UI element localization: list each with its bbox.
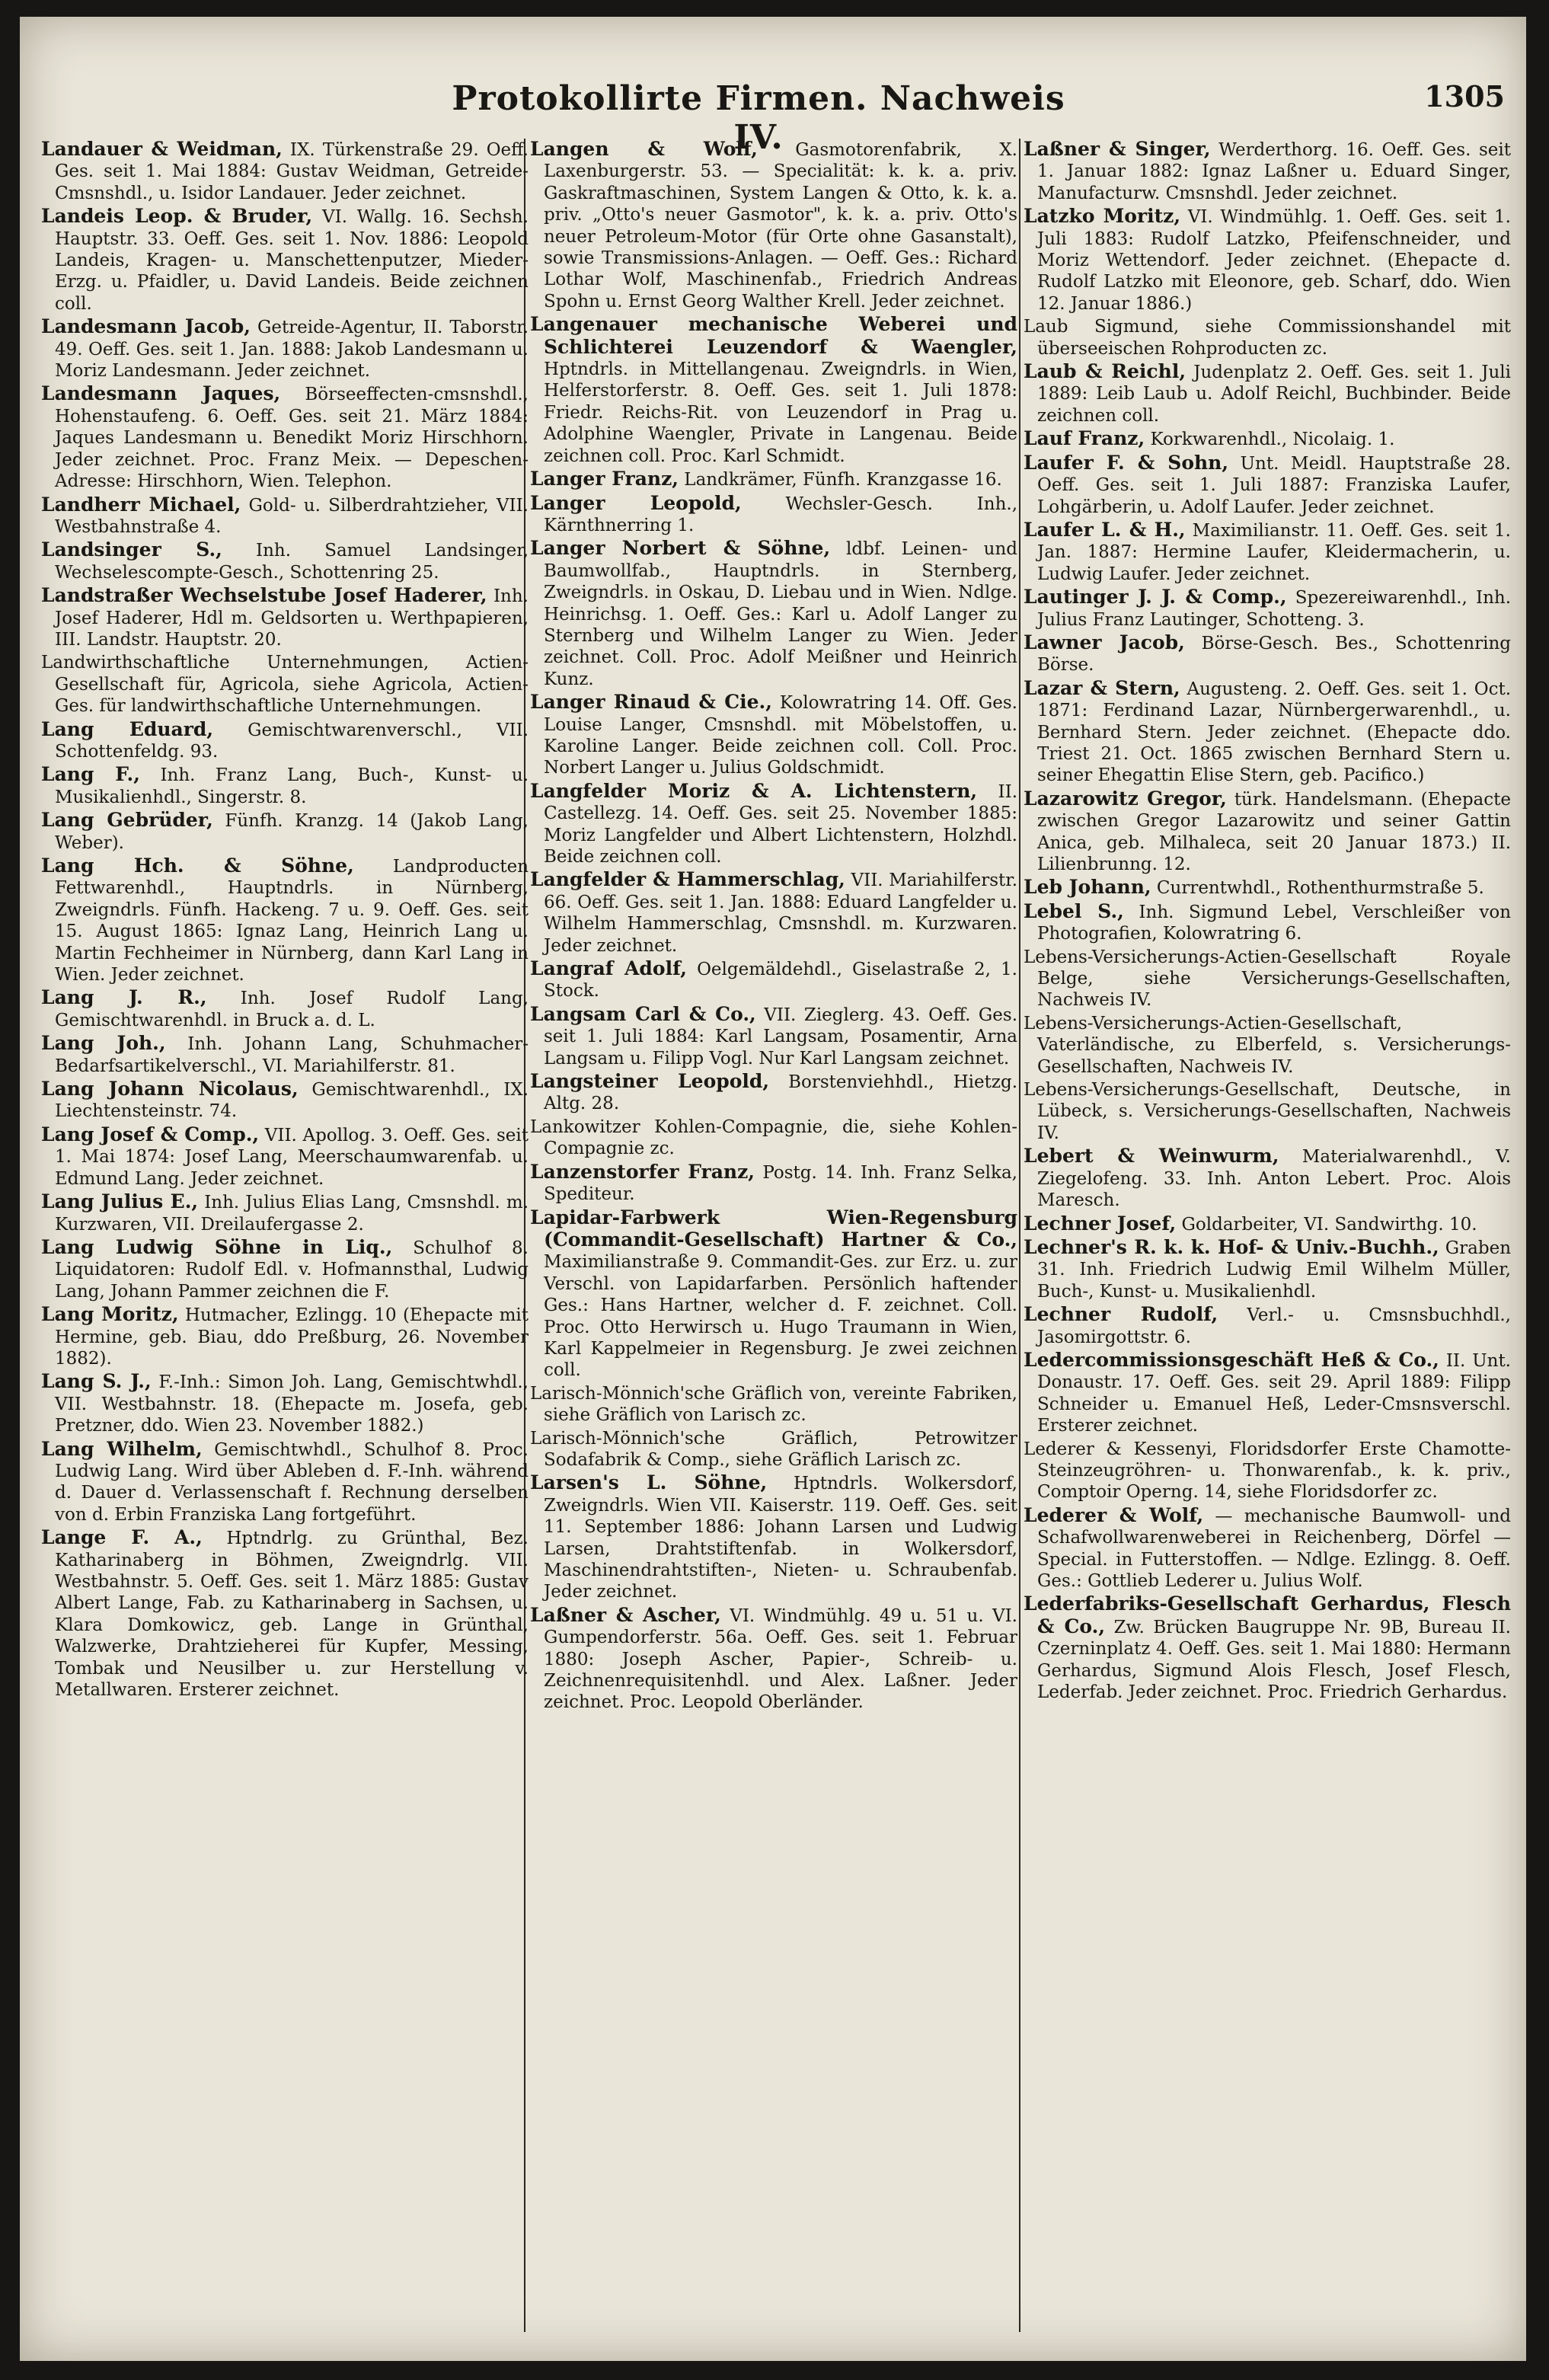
firm-name: Lederer & Wolf, (1024, 1503, 1204, 1526)
firm-name: Lazar & Stern, (1024, 676, 1180, 699)
firm-details: Hptndrls. in Mittellangenau. Zweigndrls. in Wien, Helferstorferstr. 8. Oeff. Ges. seit 1. Juli 1878: Friedr. Reichs-Rit. von Leuzendorf in Prag u. Adolphine Waengler, Private in Langenau. Beide zeichnen coll. Proc. Karl Schmidt. (544, 359, 1017, 466)
directory-entry (530, 1472, 1017, 1602)
firm-name: Langer Rinaud & Cie., (530, 691, 772, 714)
firm-name: Landsinger S., (41, 538, 222, 561)
directory-entry (1024, 1079, 1511, 1144)
firm-name: Lang Josef & Comp., (41, 1123, 260, 1145)
directory-entry (530, 314, 1017, 467)
firm-name: Lebert & Weinwurm, (1024, 1145, 1279, 1168)
directory-entry (41, 1078, 529, 1123)
firm-name: Ledercommissionsgeschäft Heß & Co., (1024, 1348, 1439, 1371)
directory-entry (1024, 519, 1511, 585)
directory-entry (1024, 1350, 1511, 1437)
firm-details: ldbf. Leinen- und Baumwollfab., Hauptndrls. in Sternberg, Zweigndrls. in Oskau, D. Liebau und in Wien. Ndlge. Heinrichsg. 1. Oeff. Ges.: Karl u. Adolf Langer zu Sternberg und Wilhelm Langer zu Wien. Jeder zeichnet. Coll. Proc. Adolf Meißner und Heinrich Kunz. (544, 539, 1017, 689)
firm-details: Börse-Gesch. Bes., Schottenring Börse. (1037, 633, 1511, 676)
directory-entry (1024, 877, 1511, 899)
firm-name: Lautinger J. J. & Comp., (1024, 586, 1287, 609)
directory-entry (41, 1124, 529, 1190)
firm-name: Lang S. J., (41, 1370, 152, 1393)
firm-name: Lechner Rudolf, (1024, 1303, 1218, 1326)
firm-details: Gold- u. Silberdrahtzieher, VII. Westbahnstraße 4. (55, 495, 529, 537)
firm-name: Lang Johann Nicolaus, (41, 1078, 299, 1101)
firm-name: Lebel S., (1024, 899, 1124, 922)
directory-entry (41, 1033, 529, 1077)
directory-entry (41, 316, 529, 382)
firm-details: türk. Handelsmann. (Ehepacte zwischen Gregor Lazarowitz und seiner Gattin Anica, geb. Milhaleca, seit 20 Januar 1873.) II. Lilienbrunng. 12. (1037, 789, 1511, 874)
firm-details: Gemischtwarenverschl., VII. Schottenfeldg. 93. (55, 720, 529, 762)
firm-details: VI. Wallg. 16. Sechsh. Hauptstr. 33. Oeff. Ges. seit 1. Nov. 1886: Leopold Landeis, Kragen- u. Manschettenputzer, Mieder-Erzg. u. Pfaidler, u. David Landeis. Beide zeichnen coll. (55, 207, 529, 314)
directory-entry (41, 1191, 529, 1235)
firm-details: Graben 31. Inh. Friedrich Ludwig Emil Wilhelm Müller, Buch-, Kunst- u. Musikalienhdl. (1037, 1238, 1511, 1302)
firm-name: Langen & Wolf, (530, 139, 758, 160)
firm-details: Augusteng. 2. Oeff. Ges. seit 1. Oct. 1871: Ferdinand Lazar, Nürnbergerwarenhdl., u. Bernhard Stern. Jeder zeichnet. (Ehepacte ddo. Triest 21. Oct. 1865 zwischen Bernhard Stern u. seiner Ehegattin Elise Stern, geb. Pacifico.) (1037, 679, 1511, 786)
firm-details: Werderthorg. 16. Oeff. Ges. seit 1. Januar 1882: Ignaz Laßner u. Eduard Singer, Manufacturw. Cmsnshdl. Jeder zeichnet. (1037, 140, 1511, 203)
firm-details: Hptndrls. Wolkersdorf, Zweigndrls. Wien VII. Kaiserstr. 119. Oeff. Ges. seit 11. September 1886: Johann Larsen und Ludwig Larsen, Drahtstiftenfab. in Wolkersdorf, Maschinendrahtstiften-, Nieten- u. Schraubenfab. Jeder zeichnet. (544, 1474, 1017, 1602)
firm-details: Getreide-Agentur, II. Taborstr. 49. Oeff. Ges. seit 1. Jan. 1888: Jakob Landesmann u. Moriz Landesmann. Jeder zeichnet. (55, 318, 529, 382)
firm-details: Borstenviehhdl., Hietzg. Altg. 28. (544, 1072, 1017, 1114)
directory-entry (530, 781, 1017, 868)
firm-details: Lebens-Versicherungs-Actien-Gesellschaft, Vaterländische, zu Elberfeld, s. Versicherungs-Gesellschaften, Nachweis IV. (1024, 1013, 1511, 1077)
directory-entry (1024, 678, 1511, 787)
firm-name: Larsen's L. Söhne, (530, 1471, 768, 1494)
firm-name: Latzko Moritz, (1024, 205, 1181, 228)
directory-entry (41, 855, 529, 986)
firm-details: Currentwhdl., Rothenthurmstraße 5. (1156, 878, 1484, 899)
directory-entry (41, 206, 529, 315)
firm-details: Goldarbeiter, VI. Sandwirthg. 10. (1181, 1214, 1477, 1235)
firm-details: Spezereiwarenhdl., Inh. Julius Franz Lautinger, Schotteng. 3. (1037, 588, 1511, 630)
column-divider (1019, 139, 1020, 2332)
firm-details: Larisch-Mönnich'sche Gräflich von, vereinte Fabriken, siehe Gräflich von Larisch zc. (530, 1383, 1017, 1426)
directory-entry (41, 1237, 529, 1302)
firm-details: Inh. Josef Haderer, Hdl m. Geldsorten u. Werthpapieren, III. Landstr. Hauptstr. 20. (55, 586, 529, 650)
directory-entry (1024, 1505, 1511, 1593)
firm-details: Oelgemäldehdl., Giselastraße 2, 1. Stock. (544, 960, 1017, 1002)
directory-entry (41, 652, 529, 717)
firm-name: Landeis Leop. & Bruder, (41, 205, 313, 228)
directory-entry (1024, 361, 1511, 426)
directory-entry (1024, 316, 1511, 359)
firm-details: Inh. Sigmund Lebel, Verschleißer von Photografien, Kolowratring 6. (1037, 902, 1511, 944)
firm-name: Lang Joh., (41, 1032, 166, 1055)
running-head-title: Protokollirte Firmen. Nachweis IV. (452, 79, 1065, 157)
firm-details: Inh. Josef Rudolf Lang, Gemischtwarenhdl. in Bruck a. d. L. (55, 989, 529, 1030)
firm-details: Gemischtwhdl., Schulhof 8. Proc. Ludwig Lang. Wird über Ableben d. F.-Inh. während d. Dauer d. Verlassenschaft f. Rechnung derselben von d. Erbin Franziska Lang fortgeführt. (55, 1439, 529, 1525)
firm-name: Laßner & Singer, (1024, 139, 1211, 160)
directory-entry (530, 468, 1017, 490)
firm-name: Lederfabriks-Gesellschaft Gerhardus, Flesch & Co., (1024, 1593, 1511, 1637)
firm-name: Langer Franz, (530, 468, 679, 490)
directory-entry (530, 1161, 1017, 1206)
directory-entry (530, 1428, 1017, 1471)
firm-name: Langer Leopold, (530, 491, 742, 514)
firm-details: IX. Türkenstraße 29. Oeff. Ges. seit 1. Mai 1884: Gustav Weidman, Getreide-Cmsnshdl., u. Isidor Landauer. Jeder zeichnet. (55, 140, 529, 203)
directory-entry (41, 539, 529, 583)
firm-details: Börseeffecten-cmsnshdl., Hohenstaufeng. 6. Oeff. Ges. seit 21. März 1884: Jaques Landesmann u. Benedikt Moriz Hirschhorn. Jeder zeichnet. Proc. Franz Meix. — Depeschen-Adresse: Hirschhorn, Wien. Telephon. (55, 385, 529, 492)
firm-name: Langenauer mechanische Weberei und Schlichterei Leuzendorf & Waengler, (530, 313, 1017, 358)
firm-details: II. Unt. Donaustr. 17. Oeff. Ges. seit 29. April 1889: Filipp Schneider u. Emanuel Heß, Leder-Cmsnsverschl. Ersterer zeichnet. (1037, 1350, 1511, 1436)
firm-details: Materialwarenhdl., V. Ziegelofeng. 33. Inh. Anton Lebert. Proc. Alois Maresch. (1037, 1147, 1511, 1211)
column-middle (530, 139, 1017, 2340)
directory-entry (1024, 1145, 1511, 1211)
directory-entry (1024, 139, 1511, 204)
directory-entry (530, 1117, 1017, 1160)
firm-name: Lang Julius E., (41, 1190, 199, 1213)
firm-name: Lang Hch. & Söhne, (41, 855, 354, 877)
column-right (1024, 139, 1511, 2340)
directory-entry (41, 1304, 529, 1369)
firm-details: Landproducten Fettwarenhdl., Hauptndrls. in Nürnberg, Zweigndrls. Fünfh. Hackeng. 7 u. 9. Oeff. Ges. seit 15. August 1865: Ignaz Lang, Heinrich Lang u. Martin Fechheimer in Nürnberg, dann Karl Lang in Wien. Jeder zeichnet. (55, 857, 529, 986)
firm-name: Lang F., (41, 763, 140, 786)
directory-entry (41, 139, 529, 204)
firm-details: VII. Apollog. 3. Oeff. Ges. seit 1. Mai 1874: Josef Lang, Meerschaumwarenfab. u. Edmund Lang. Jeder zeichnet. (55, 1125, 529, 1189)
firm-details: — mechanische Baumwoll- und Schafwollwarenweberei in Reichenberg, Dörfel — Special. in Futterstoffen. — Ndlge. Ezlingg. 8. Oeff. Ges.: Gottlieb Lederer u. Julius Wolf. (1037, 1506, 1511, 1591)
firm-name: Lang J. R., (41, 986, 207, 1009)
firm-name: Langfelder Moriz & A. Lichtenstern, (530, 779, 978, 802)
firm-details: Unt. Meidl. Hauptstraße 28. Oeff. Ges. seit 1. Juli 1887: Franziska Laufer, Lohgärberin, u. Adolf Laufer. Jeder zeichnet. (1037, 453, 1511, 517)
directory-entry (41, 987, 529, 1031)
directory-entry (530, 958, 1017, 1002)
firm-details: F.-Inh.: Simon Joh. Lang, Gemischtwhdl., VII. Westbahnstr. 18. (Ehepacte m. Josefa, geb. Pretzner, ddo. Wien 23. November 1882.) (55, 1372, 529, 1436)
firm-details: Hptndrlg. zu Grünthal, Bez. Katharinaberg in Böhmen, Zweigndrlg. VII. Westbahnstr. 5. Oeff. Ges. seit 1. März 1885: Gustav Albert Lange, Fab. zu Katharinaberg in Sachsen, u. Klara Domkowicz, geb. Lange in Grünthal, Walzwerke, Drahtzieherei für Kupfer, Messing, Tombak und Neusilber u. zur Herstellung v. Metallwaren. Ersterer zeichnet. (55, 1529, 529, 1701)
directory-entry (530, 869, 1017, 957)
directory-entry (1024, 428, 1511, 450)
firm-name: Lang Moritz, (41, 1303, 179, 1326)
firm-name: Lechner's R. k. k. Hof- & Univ.-Buchh., (1024, 1235, 1439, 1258)
directory-entry (41, 719, 529, 763)
directory-entry (41, 383, 529, 492)
firm-name: Landstraßer Wechselstube Josef Haderer, (41, 584, 487, 607)
firm-name: Landherr Michael, (41, 493, 241, 516)
directory-entry (41, 1527, 529, 1701)
firm-details: Lederer & Kessenyi, Floridsdorfer Erste Chamotte-Steinzeugröhren- u. Thonwarenfab., k. k. priv., Comptoir Operng. 14, siehe Floridsdorfer zc. (1024, 1439, 1511, 1503)
firm-name: Langsam Carl & Co., (530, 1002, 756, 1025)
firm-details: Maximilianstr. 11. Oeff. Ges. seit 1. Jan. 1887: Hermine Laufer, Kleidermacherin, u. Ludwig Laufer. Jeder zeichnet. (1037, 520, 1511, 584)
firm-details: Laub Sigmund, siehe Commissionshandel mit überseeischen Rohproducten zc. (1024, 317, 1511, 359)
firm-details: Fünfh. Kranzg. 14 (Jakob Lang, Weber). (55, 811, 529, 853)
firm-name: Lang Wilhelm, (41, 1437, 203, 1460)
directory-entry (41, 1371, 529, 1436)
firm-details: Landkrämer, Fünfh. Kranzgasse 16. (684, 470, 1002, 490)
firm-name: Lanzenstorfer Franz, (530, 1160, 755, 1183)
firm-details: Gasmotorenfabrik, X. Laxenburgerstr. 53. — Specialität: k. k. a. priv. Gaskraftmaschinen, System Langen & Otto, k. k. a. priv. „Otto's neuer Gasmotor", k. k. a. priv. Otto's neuer Petroleum-Motor (für Orte ohne Gasanstalt), sowie Transmissions-Anlagen. — Oeff. Ges.: Richard Lothar Wolf, Maschinenfab., Friedrich Andreas Spohn u. Ernst Georg Walther Krell. Jeder zeichnet. (544, 140, 1017, 311)
firm-name: Lang Ludwig Söhne in Liq., (41, 1235, 393, 1258)
directory-entry (1024, 586, 1511, 631)
firm-name: Lauf Franz, (1024, 427, 1145, 450)
firm-name: Langraf Adolf, (530, 957, 687, 980)
directory-entry (41, 585, 529, 650)
directory-page (20, 17, 1526, 2361)
firm-name: Langsteiner Leopold, (530, 1070, 770, 1093)
directory-entry (1024, 1213, 1511, 1235)
directory-entry (1024, 1013, 1511, 1078)
directory-entry (530, 139, 1017, 312)
firm-name: Langer Norbert & Söhne, (530, 537, 831, 560)
directory-entry (1024, 1304, 1511, 1348)
firm-details: VI. Windmühlg. 1. Oeff. Ges. seit 1. Juli 1883: Rudolf Latzko, Pfeifenschneider, und Moriz Wettendorf. Jeder zeichnet. (Ehepacte d. Rudolf Latzko mit Eleonore, geb. Scharf, ddo. Wien 12. Januar 1886.) (1037, 207, 1511, 314)
directory-entry (1024, 788, 1511, 876)
directory-entry (1024, 206, 1511, 315)
firm-name: Landauer & Weidman, (41, 139, 283, 160)
firm-details: Inh. Franz Lang, Buch-, Kunst- u. Musikalienhdl., Singerstr. 8. (55, 765, 529, 807)
directory-entry (1024, 452, 1511, 518)
directory-entry (1024, 1237, 1511, 1302)
directory-entry (530, 1605, 1017, 1714)
firm-details: Inh. Johann Lang, Schuhmacher-Bedarfsartikelverschl., VI. Mariahilferstr. 81. (55, 1034, 529, 1076)
directory-entry (530, 1383, 1017, 1426)
firm-details: Inh. Samuel Landsinger, Wechselescompte-Gesch., Schottenring 25. (55, 541, 529, 583)
firm-name: Lapidar-Farbwerk Wien-Regensburg (Commandit-Gesellschaft) Hartner & Co., (530, 1206, 1017, 1251)
directory-entry (41, 810, 529, 854)
firm-name: Landesmann Jacob, (41, 315, 251, 338)
directory-entry (1024, 632, 1511, 676)
firm-details: Lebens-Versicherungs-Actien-Gesellschaft Royale Belge, siehe Versicherungs-Gesellschaften, Nachweis IV. (1024, 947, 1511, 1011)
firm-name: Lang Gebrüder, (41, 809, 213, 832)
firm-details: Lebens-Versicherungs-Gesellschaft, Deutsche, in Lübeck, s. Versicherungs-Gesellschaften, Nachweis IV. (1024, 1080, 1511, 1143)
firm-name: Laßner & Ascher, (530, 1603, 721, 1626)
firm-name: Lechner Josef, (1024, 1212, 1177, 1235)
firm-name: Landesmann Jaques, (41, 382, 281, 405)
directory-entry (1024, 901, 1511, 945)
firm-name: Laub & Reichl, (1024, 360, 1187, 383)
directory-entry (41, 764, 529, 808)
directory-entry (530, 493, 1017, 537)
firm-name: Lang Eduard, (41, 717, 214, 740)
directory-entry (530, 692, 1017, 779)
firm-details: VII. Zieglerg. 43. Oeff. Ges. seit 1. Juli 1884: Karl Langsam, Posamentir, Arna Langsam u. Filipp Vogl. Nur Karl Langsam zeichnet. (544, 1005, 1017, 1069)
directory-entry (41, 494, 529, 538)
page-number: 1305 (1424, 79, 1505, 113)
firm-details: Larisch-Mönnich'sche Gräflich, Petrowitzer Sodafabrik & Comp., siehe Gräflich Larisch zc. (530, 1428, 1017, 1470)
firm-details: Landwirthschaftliche Unternehmungen, Actien-Gesellschaft für, Agricola, siehe Agricola, Actien-Ges. für landwirthschaftliche Unternehmungen. (41, 653, 529, 717)
directory-entry (530, 1207, 1017, 1382)
firm-details: Maximilianstraße 9. Commandit-Ges. zur Erz. u. zur Verschl. von Lapidarfarben. Persönlich haftender Ges.: Hans Hartner, welcher d. F. zeichnet. Coll. Proc. Otto Herwirsch u. Hugo Traumann in Wien, Karl Kappelmeier in Regensburg. Je zwei zeichnen coll. (544, 1252, 1017, 1381)
directory-entry (1024, 1439, 1511, 1503)
firm-name: Lawner Jacob, (1024, 631, 1185, 653)
firm-details: Gemischtwarenhdl., IX. Liechtensteinstr. 74. (55, 1080, 529, 1122)
firm-name: Laufer F. & Sohn, (1024, 451, 1229, 474)
firm-details: Schulhof 8. Liquidatoren: Rudolf Edl. v. Hofmannsthal, Ludwig Lang, Johann Pammer zeichnen die F. (55, 1238, 529, 1302)
directory-entry (1024, 947, 1511, 1011)
firm-details: VII. Mariahilferstr. 66. Oeff. Ges. seit 1. Jan. 1888: Eduard Langfelder u. Wilhelm Hammerschlag, Cmsnshdl. m. Kurzwaren. Jeder zeichnet. (544, 871, 1017, 956)
firm-details: VI. Windmühlg. 49 u. 51 u. VI. Gumpendorferstr. 56a. Oeff. Ges. seit 1. Februar 1880: Joseph Ascher, Papier-, Schreib- u. Zeichnenrequisitenhdl. und Alex. Laßner. Jeder zeichnet. Proc. Leopold Oberländer. (544, 1605, 1017, 1713)
firm-details: Hutmacher, Ezlingg. 10 (Ehepacte mit Hermine, geb. Biau, ddo Preßburg, 26. November 1882). (55, 1305, 529, 1369)
firm-details: Judenplatz 2. Oeff. Ges. seit 1. Juli 1889: Leib Laub u. Adolf Reichl, Buchbinder. Beide zeichnen coll. (1037, 363, 1511, 426)
firm-details: Zw. Brücken Baugruppe Nr. 9B, Bureau II. Czerninplatz 4. Oeff. Ges. seit 1. Mai 1880: Hermann Gerhardus, Sigmund Alois Flesch, Josef Flesch, Lederfab. Jeder zeichnet. Proc. Friedrich Gerhardus. (1037, 1617, 1511, 1703)
directory-entry (530, 1071, 1017, 1115)
directory-entry (1024, 1593, 1511, 1703)
firm-details: Postg. 14. Inh. Franz Selka, Spediteur. (544, 1162, 1017, 1205)
firm-name: Langfelder & Hammerschlag, (530, 868, 845, 891)
firm-details: Inh. Julius Elias Lang, Cmsnshdl. m. Kurzwaren, VII. Dreilaufergasse 2. (55, 1193, 529, 1235)
directory-entry (41, 1439, 529, 1526)
firm-details: II. Castellezg. 14. Oeff. Ges. seit 25. November 1885: Moriz Langfelder und Albert Lichtenstern, Holzhdl. Beide zeichnen coll. (544, 781, 1017, 867)
directory-entry (530, 1004, 1017, 1069)
column-left (41, 139, 529, 2340)
firm-details: Kolowratring 14. Off. Ges. Louise Langer, Cmsnshdl. mit Möbelstoffen, u. Karoline Langer. Beide zeichnen coll. Coll. Proc. Norbert Langer u. Julius Goldschmidt. (544, 693, 1017, 778)
firm-details: Verl.- u. Cmsnsbuchhdl., Jasomirgottstr. 6. (1037, 1305, 1511, 1347)
firm-name: Lazarowitz Gregor, (1024, 787, 1227, 810)
firm-name: Leb Johann, (1024, 876, 1151, 899)
firm-name: Lange F. A., (41, 1526, 203, 1549)
firm-name: Laufer L. & H., (1024, 518, 1186, 541)
firm-details: Wechsler-Gesch. Inh., Kärnthnerring 1. (544, 494, 1017, 535)
directory-entry (530, 538, 1017, 690)
firm-details: Korkwarenhdl., Nicolaig. 1. (1150, 430, 1395, 450)
firm-details: Lankowitzer Kohlen-Compagnie, die, siehe Kohlen-Compagnie zc. (530, 1117, 1017, 1159)
